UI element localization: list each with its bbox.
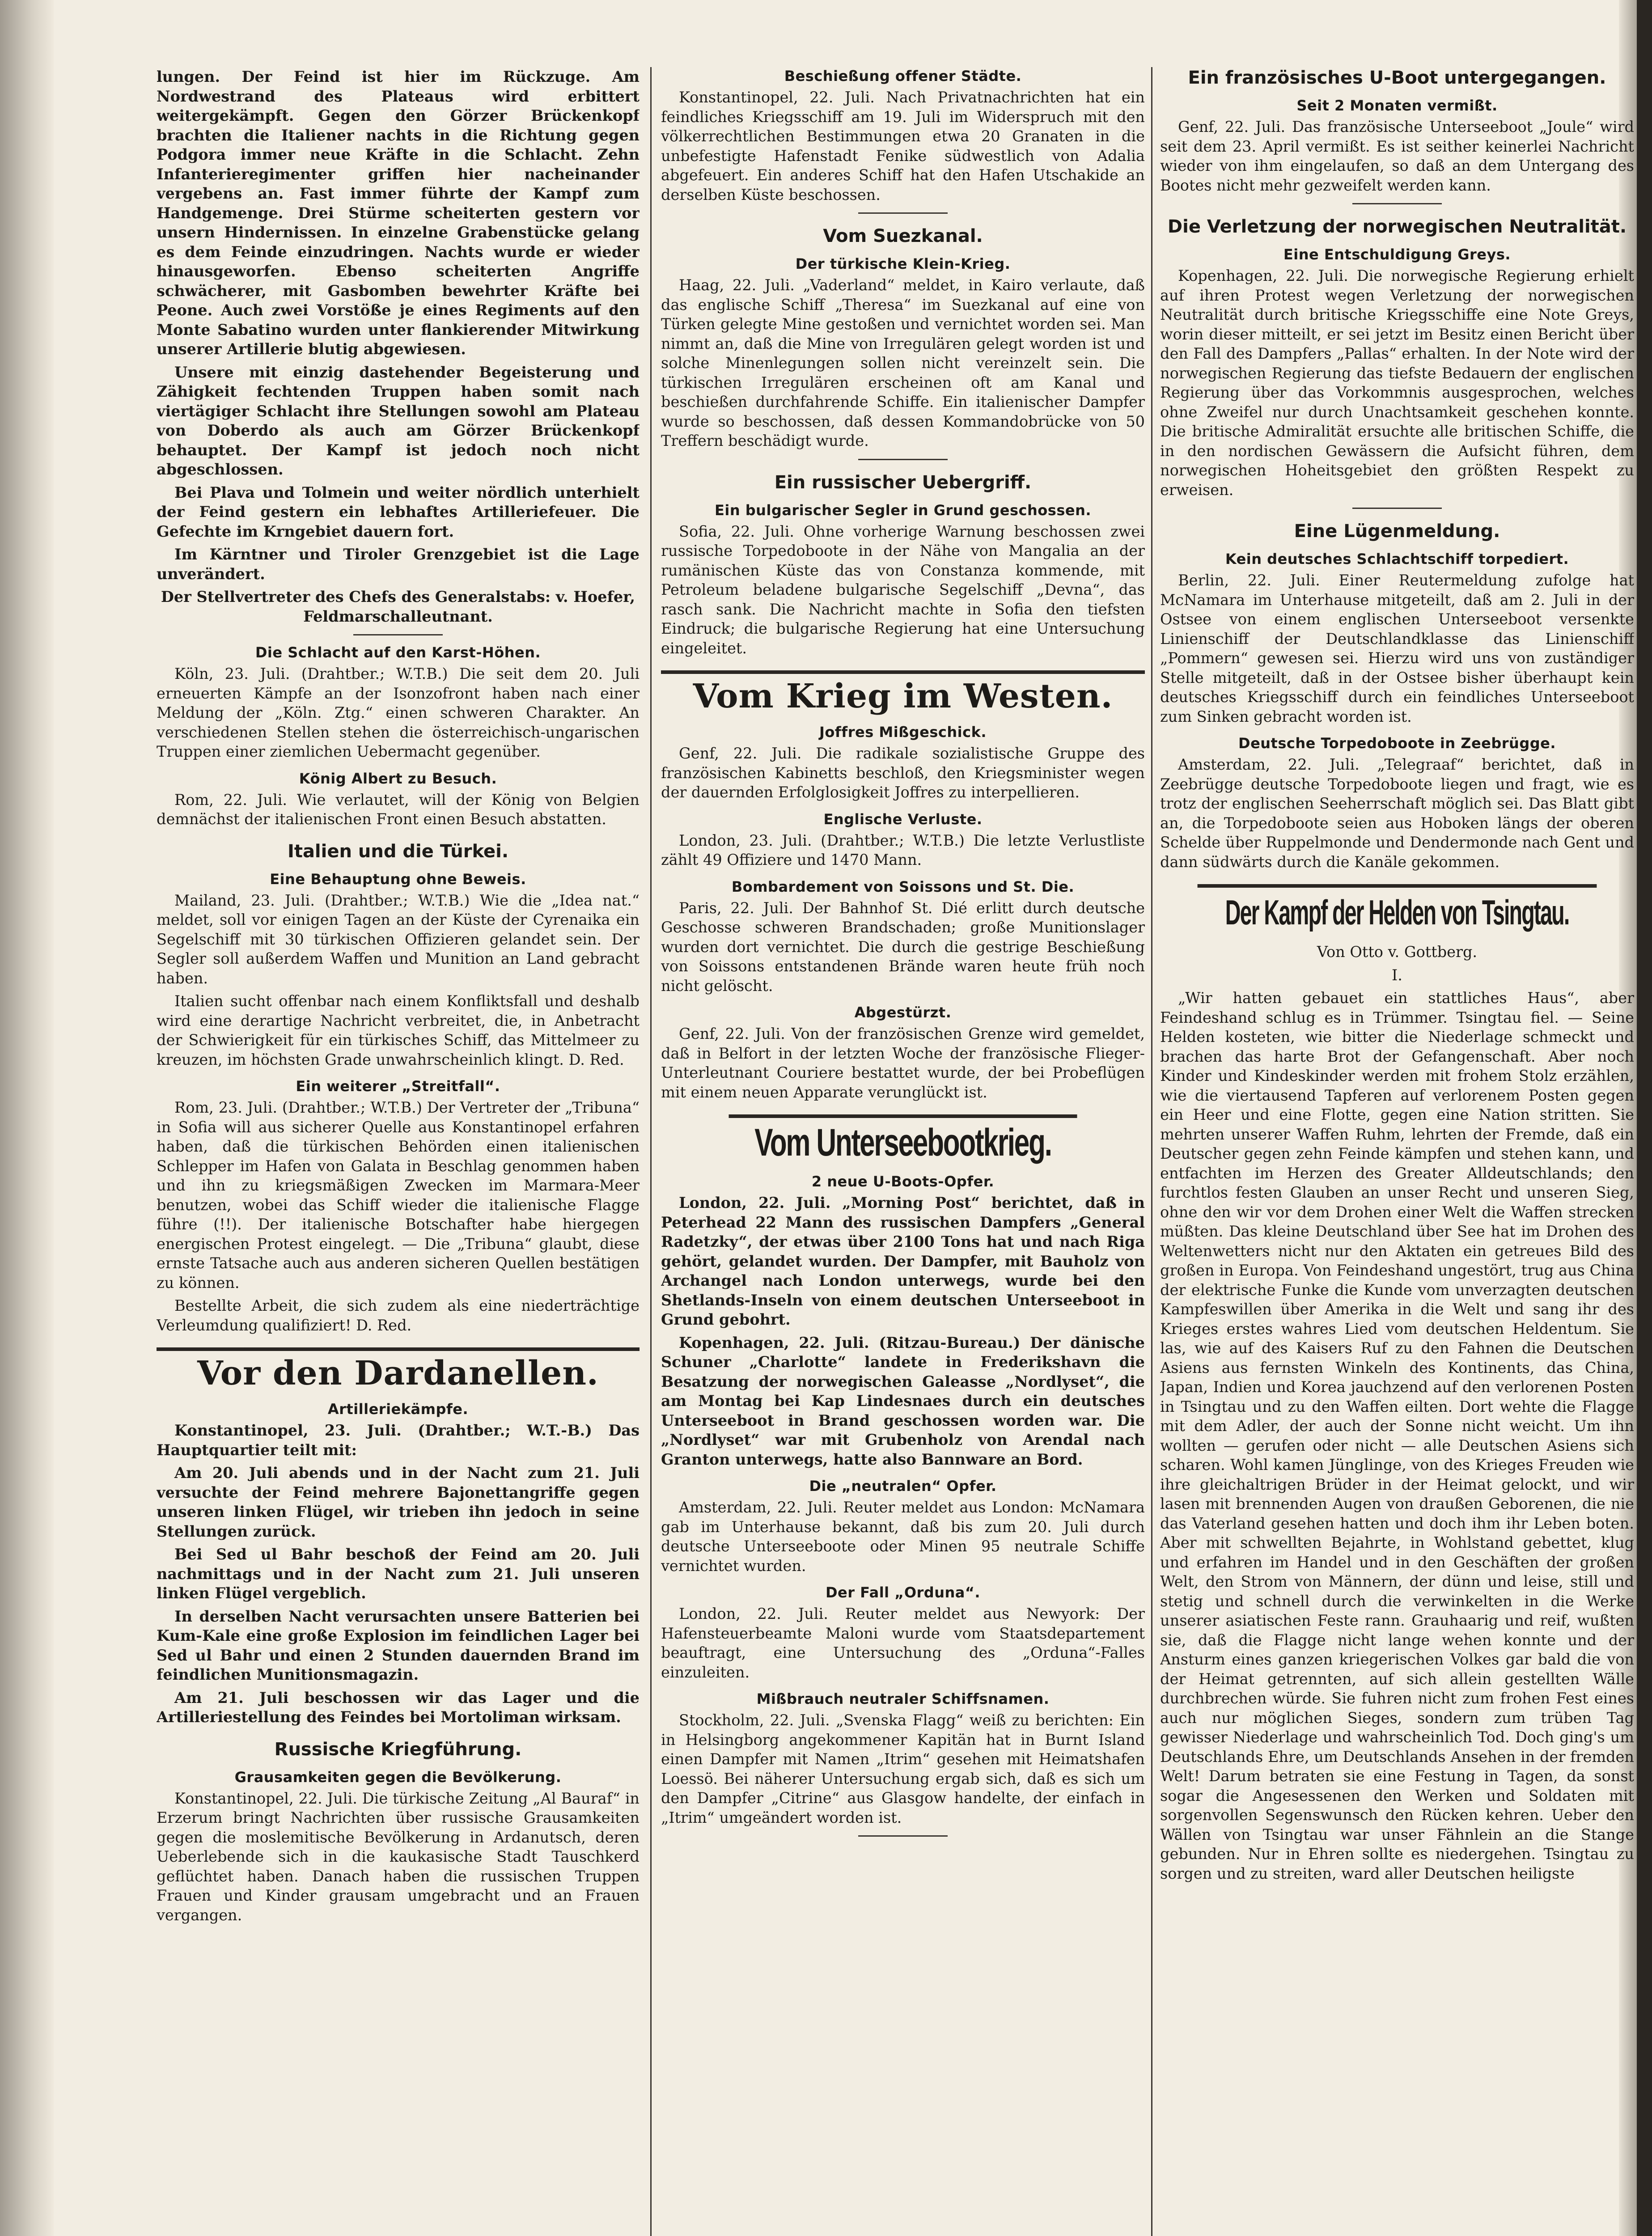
paragraph: Sofia, 22. Juli. Ohne vorherige Warnung beschossen zwei russische Torpedoboote in der Nähe von Mangalia an der rumänischen Küste das von Constanza kommende, mit Petroleum beladene bulgarische Segelschiff „Devna“, das rasch sank. Die Nachricht machte in Sofia den tiefsten Eindruck; die bulgarische Regierung hat eine Untersuchung eingeleitet. [661,522,1145,657]
scan-border [1637,0,1652,2236]
subheading: Der türkische Klein-Krieg. [795,255,1011,272]
paragraph: Genf, 22. Juli. Die radikale sozialistische Gruppe des französischen Kabinetts beschloß, den Kriegsminister wegen der dauernden Erfolglosigkeit Joffres zu interpellieren. [661,745,1145,801]
subheading: Englische Verluste. [823,810,983,828]
signature: Der Stellvertreter des Chefs des Generalstabs: v. Hoefer, Feldmarschalleutnant. [161,588,635,625]
subheading: Ein bulgarischer Segler in Grund geschossen. [715,501,1091,519]
paragraph: Kopenhagen, 22. Juli. (Ritzau-Bureau.) Der dänische Schuner „Charlotte“ landete in Frederikshavn die Besatzung der norwegischen Galeasse „Nordlyset“, die am Montag bei Kap Lindesnaes durch ein deutsches Unterseeboot in Brand geschossen worden war. Die „Nordlyset“ war mit Grubenholz von Arendal nach Granton unterwegs, hatte also Bannware an Bord. [661,1334,1145,1468]
paragraph: Rom, 22. Juli. Wie verlautet, will der König von Belgien demnächst der italienischen Front einen Besuch abstatten. [157,791,640,828]
subheading: Eine Behauptung ohne Beweis. [270,870,526,888]
paragraph: Bei Plava und Tolmein und weiter nördlich unterhielt der Feind gestern ein lebhaftes Artilleriefeuer. Die Gefechte im Krngebiet dauern fort. [157,483,640,540]
subheading: Artilleriekämpfe. [327,1401,469,1418]
subheading: Abgestürzt. [854,1004,952,1021]
section-heading: Ein französisches U-Boot untergegangen. [1188,68,1606,88]
separator [1352,203,1442,204]
paragraph: London, 23. Juli. (Drahtber.; W.T.B.) Die letzte Verlustliste zählt 49 Offiziere und 1470 Mann. [661,831,1145,868]
subheading: Eine Entschuldigung Greys. [1283,246,1511,263]
section-headline: Vor den Dardanellen. [157,1347,640,1392]
column-3 [1160,67,1634,2236]
subheading: Grausamkeiten gegen die Bevölkerung. [234,1768,562,1786]
paragraph: Konstantinopel, 23. Juli. (Drahtber.; W.T.-B.) Das Hauptquartier teilt mit: [157,1422,640,1459]
section-heading: Russische Kriegführung. [274,1739,522,1760]
subheading: Bombardement von Soissons und St. Die. [731,878,1075,895]
paragraph: Unsere mit einzig dastehender Begeisterung und Zähigkeit fechtenden Truppen haben somit nach viertägiger Schlacht ihre Stellungen sowohl am Plateau von Doberdo als auch am Görzer Brückenkopf behauptet. Der Kampf ist jedoch noch nicht abgeschlossen. [157,363,640,478]
column-rule [1151,67,1152,2236]
column-1 [157,67,640,2236]
subheading: Mißbrauch neutraler Schiffsnamen. [756,1690,1050,1707]
paragraph: In derselben Nacht verursachten unsere Batterien bei Kum-Kale eine große Explosion im feindlichen Lager bei Sed ul Bahr und einen 2 Stunden dauernden Brand im feindlichen Munitionsmagazin. [157,1607,640,1683]
subheading: 2 neue U-Boots-Opfer. [811,1173,995,1190]
chapter-number: I. [1392,966,1402,984]
subheading: Ein weiterer „Streitfall“. [296,1078,500,1095]
separator [858,212,948,214]
subheading: Die Schlacht auf den Karst-Höhen. [255,644,541,661]
section-heading: Italien und die Türkei. [287,841,509,862]
section-headline: Der Kampf der Helden von Tsingtau. [1198,884,1597,933]
paragraph: Im Kärntner und Tiroler Grenzgebiet ist die Lage unverändert. [157,546,640,583]
subheading: Seit 2 Monaten vermißt. [1296,97,1498,114]
subheading: Der Fall „Orduna“. [825,1584,981,1601]
paragraph: Amsterdam, 22. Juli. Reuter meldet aus London: McNamara gab im Unterhause bekannt, daß bis zum 20. Juli durch deutsche Unterseeboote oder Minen 95 neutrale Schiffe vernichtet wurden. [661,1499,1145,1575]
separator [353,634,443,635]
paragraph: Amsterdam, 22. Juli. „Telegraaf“ berichtet, daß in Zeebrügge deutsche Torpedoboote liegen und fragt, wie es trotz der englischen Seeherrschaft möglich sei. Das Blatt gibt an, die Torpedoboote seien aus Hoboken längs der oberen Schelde über Ruppelmonde und Dendermonde nach Gent und dann südwärts durch die Kanäle gekommen. [1160,756,1634,871]
subheading: König Albert zu Besuch. [299,770,497,787]
paragraph: Mailand, 23. Juli. (Drahtber.; W.T.B.) Wie die „Idea nat.“ meldet, soll vor einigen Tagen an der Küste der Cyrenaika ein Segelschiff mit 30 türkischen Offizieren gelandet sein. Der Segler soll außerdem Waffen und Munition an Land gebracht haben. [157,891,640,987]
column-2 [661,67,1145,2236]
subheading: Kein deutsches Schlachtschiff torpediert. [1225,551,1569,567]
subheading: Beschießung offener Städte. [784,68,1022,85]
section-headline: Vom Krieg im Westen. [661,670,1145,715]
paragraph: „Wir hatten gebauet ein stattliches Haus“, aber Feindeshand schlug es in Trümmer. Tsingtau fiel. — Seine Helden kosteten, wie bitter die Niederlage schmeckt und brachen das harte Brot der Gefangenschaft. Aber noch Kinder und Kindeskinder werden mit frohem Stolz erzählen, wie die viertausend Tapferen auf verlorenem Posten gegen ein Heer und eine Flotte, gegen eine Nation stritten. Sie mehrten unserer Waffen Ruhm, lehrten der Fremde, daß ein Deutscher gegen zehn Feinde kämpfen und stehen kann, und entfachten im Herzen des Greater Alldeutschlands; den furchtlos festen Glauben an unser Recht und unseren Sieg, ohne den wir vor dem Drohen einer Welt die Waffen strecken müßten. Das kleine Deutschland über See hat im Drohen des Weltenwetters nicht nur den Aktaten ein getreues Bild des großen in Europa. Von Feindeshand ungestört, trug aus China der elektrische Funke die Kunde vom unverzagten deutschen Kampfeswillen über Amerika in die Welt und sang ihr des Krieges erstes wahres Lied vom deutschen Heldentum. Sie las, wie auf des Kaisers Ruf zu den Fahnen die Deutschen Asiens aus fernsten Winkeln des Kontinents, das China, Japan, Indien und Korea jauchzend auf den verlorenen Posten in Tsingtau und zu den Waffen eilten. Dort wehte die Flagge mit dem Adler, der auch der Sonne nicht weicht. Um ihn wollten — gerufen oder nicht — alle Deutschen Asiens sich scharen. Wohl kamen Jünglinge, von des Krieges Freuden wie ihre gleichaltrigen Brüder in der Heimat gelockt, und wir lasen mit brennenden Augen von draußen Geborenen, die nie das Vaterland gesehen hatten und doch ihm ihr Leben boten. Aber mit schwellten Bejahrte, in Wohlstand gebettet, klug und erfahren im Handel und in den Geschäften der großen Welt, den Strom von Männern, der dünn und leise, still und stetig und schnell durch die verwinkelten in die Werke unserer asiatischen Feste rann. Grauhaarig und reif, wußten sie, daß die Flagge nicht lange wehen konnte und der Ansturm eines ganzen kriegerischen Volkes gar bald die von der Heimat getrennten, auf sich allein gestellten Wälle durchbrechen würde. Sie fuhren nicht zum frohen Fest eines auch nur möglichen Sieges, sondern zum trüben Tag gewisser Niederlage und wahrscheinlich Tod. Doch ging's um Deutschlands Ehre, um Deutschlands Ansehen in der fremden Welt! Darum betraten sie eine Festung in Tagen, da sonst sogar die Angesessenen den Werken und Soldaten mit sorgenvollen Segenswunsch den Rücken kehren. Ueber den Wällen von Tsingtau war unser Fähnlein an die Stange gebunden. Nur in Ehren sollte es niedergehen. Tsingtau zu sorgen und zu streiten, ward aller Deutschen heiligste [1160,989,1634,1882]
paragraph: London, 22. Juli. Reuter meldet aus Newyork: Der Hafensteuerbeamte Maloni wurde vom Staatsdepartement beauftragt, eine Untersuchung des „Orduna“-Falles einzuleiten. [661,1605,1145,1681]
section-heading: Ein russischer Uebergriff. [774,472,1032,493]
section-heading: Eine Lügenmeldung. [1294,521,1500,542]
paragraph: Italien sucht offenbar nach einem Konfliktsfall und deshalb wird eine derartige Nachricht verbreitet, die, in Anbetracht der Schwierigkeit für ein türkisches Schiff, das Mittelmeer zu kreuzen, im höchsten Grade unwahrscheinlich klingt. D. Red. [157,992,640,1068]
paragraph: Bei Sed ul Bahr beschoß der Feind am 20. Juli nachmittags und in der Nacht zum 21. Juli unseren linken Flügel vergeblich. [157,1546,640,1602]
paragraph: Am 21. Juli beschossen wir das Lager und die Artilleriestellung des Feindes bei Mortoliman wirksam. [157,1689,640,1726]
byline: Von Otto v. Gottberg. [1317,943,1478,961]
paragraph: Berlin, 22. Juli. Einer Reutermeldung zufolge hat McNamara im Unterhause mitgeteilt, daß am 2. Juli in der Ostsee von einem englischen Unterseeboot versenkte Linienschiff der Deutschlandklasse das Linienschiff „Pommern“ gewesen sei. Hierzu wird uns von zuständiger Stelle mitgeteilt, daß in der Ostsee bisher überhaupt kein deutsches Kriegsschiff durch ein feindliches Unterseeboot zum Sinken gebracht worden ist. [1160,572,1634,725]
separator [1352,508,1442,509]
paragraph: Genf, 22. Juli. Von der französischen Grenze wird gemeldet, daß in Belfort in der letzten Woche der französische Flieger-Unterleutnant Couriere bestattet wurde, der bei Probeflügen mit einem neuen Apparate verunglückt ist. [661,1025,1145,1101]
paragraph: Stockholm, 22. Juli. „Svenska Flagg“ weiß zu berichten: Ein in Helsingborg angekommener Kapitän hat in Burnt Island einen Dampfer mit Namen „Itrim“ gesehen mit Heimatshafen Loessö. Bei näherer Untersuchung ergab sich, daß es sich um den Dampfer „Citrine“ aus Glasgow handelte, der einfach in „Itrim“ umgeändert worden ist. [661,1711,1145,1826]
paragraph: lungen. Der Feind ist hier im Rückzuge. Am Nordwestrand des Plateaus wird erbittert weitergekämpft. Gegen den Görzer Brückenkopf brachten die Italiener nachts in die Richtung gegen Podgora immer neue Kräfte in die Schlacht. Zehn Infanterieregimenter griffen hier nacheinander vergebens an. Fast immer führte der Kampf zum Handgemenge. Drei Stürme scheiterten gestern vor unsern Hindernissen. In einzelne Grabenstücke gelang es dem Feinde einzudringen. Nachts wurde er wieder hinausgeworfen. Ebenso scheiterten Angriffe schwächerer, mit Gasbomben bewehrter Kräfte bei Peone. Auch zwei Vorstöße je eines Regiments auf den Monte Sabatino wurden unter flankierender Mitwirkung unserer Artillerie blutig abgewiesen. [157,68,640,358]
paragraph: Rom, 23. Juli. (Drahtber.; W.T.B.) Der Vertreter der „Tribuna“ in Sofia will aus sicherer Quelle aus Konstantinopel erfahren haben, daß die türkischen Behörden einen italienischen Schlepper im Hafen von Galata in Beschlag genommen haben und ihn zu kriegsmäßigen Zwecken im Marmara-Meer benutzen, wobei das Schiff wieder die italienische Flagge führe (!!). Der italienische Botschafter habe hiergegen energischen Protest eingelegt. — Die „Tribuna“ glaubt, diese ernste Tatsache auch aus anderen sicheren Quellen bestätigen zu können. [157,1099,640,1292]
paragraph: Am 20. Juli abends und in der Nacht zum 21. Juli versuchte der Feind mehrere Bajonettangriffe gegen unseren linken Flügel, wir trieben ihn jedoch in seine Stellungen zurück. [157,1464,640,1540]
paragraph: Haag, 22. Juli. „Vaderland“ meldet, in Kairo verlaute, daß das englische Schiff „Theresa“ im Suezkanal auf eine von Türken gelegte Mine gestoßen und vernichtet worden sei. Man nimmt an, daß die Mine von Irregulären gelegt worden ist und solche Minenlegungen sollen nicht vereinzelt sein. Die türkischen Irregulären erscheinen oft am Kanal und beschießen durchfahrende Schiffe. Ein italienischer Dampfer wurde so beschossen, daß dessen Kommandobrücke von 50 Treffern beschädigt wurde. [661,276,1145,449]
column-rule [650,67,652,2236]
section-headline: Vom Unterseebootkrieg. [729,1114,1077,1164]
page-binding-shadow [0,0,54,2236]
paragraph: Konstantinopel, 22. Juli. Die türkische Zeitung „Al Bauraf“ in Erzerum bringt Nachrichten über russische Grausamkeiten gegen die moslemitische Bevölkerung in Ardanutsch, deren Ueberlebende sich in die kaukasische Stadt Tauschkerd geflüchtet haben. Danach haben die russischen Truppen Frauen und Kinder grausam umgebracht und an Frauen vergangen. [157,1789,640,1924]
separator [858,459,948,460]
paragraph: Konstantinopel, 22. Juli. Nach Privatnachrichten hat ein feindliches Kriegsschiff am 19. Juli im Widerspruch mit den völkerrechtlichen Bestimmungen etwa 20 Granaten in die unbefestigte Hafenstadt Fenike südwestlich von Adalia abgefeuert. Ein anderes Schiff hat den Hafen Utschakide an derselben Küste beschossen. [661,89,1145,203]
section-heading: Vom Suezkanal. [823,226,983,246]
paragraph: Paris, 22. Juli. Der Bahnhof St. Dié erlitt durch deutsche Geschosse schweren Brandschaden; große Munitionslager wurden dort vernichtet. Die durch die gestrige Beschießung von Soissons entstandenen Brände waren heute früh noch nicht gelöscht. [661,899,1145,995]
paragraph: Genf, 22. Juli. Das französische Unterseeboot „Joule“ wird seit dem 23. April vermißt. Es ist seither keinerlei Nachricht wieder von ihm eingelaufen, so daß an dem Untergang des Bootes nicht mehr gezweifelt werden kann. [1160,118,1634,194]
separator [858,1835,948,1837]
paragraph: Köln, 23. Juli. (Drahtber.; W.T.B.) Die seit dem 20. Juli erneuerten Kämpfe an der Isonzofront haben nach einer Meldung der „Köln. Ztg.“ einen schweren Charakter. An verschiedenen Stellen stehen die österreichisch-ungarischen Truppen einer ziemlichen Uebermacht gegenüber. [157,665,640,760]
section-heading: Die Verletzung der norwegischen Neutralität. [1167,216,1627,237]
subheading: Joffres Mißgeschick. [819,724,987,741]
paragraph: Bestellte Arbeit, die sich zudem als eine niederträchtige Verleumdung qualifiziert! D. Red. [157,1297,640,1334]
paragraph: Kopenhagen, 22. Juli. Die norwegische Regierung erhielt auf ihren Protest wegen Verletzung der norwegischen Neutralität durch britische Kriegsschiffe eine Note Greys, worin dieser mitteilt, er sei jetzt im Besitz einen Bericht über den Fall des Dampfers „Pallas“ erhalten. In der Note wird der norwegischen Regierung das tiefste Bedauern der englischen Regierung über das Vorkommnis ausgesprochen, welches ohne Zweifel nur durch Unachtsamkeit geschehen konnte. Die britische Admiralität ersuchte alle britischen Schiffe, die in den nordischen Gewässern die Aufsicht führen, dem norwegischen Hoheitsgebiet den größten Respekt zu erweisen. [1160,267,1634,499]
subheading: Deutsche Torpedoboote in Zeebrügge. [1238,735,1556,752]
subheading: Die „neutralen“ Opfer. [809,1478,997,1495]
paragraph: London, 22. Juli. „Morning Post“ berichtet, daß in Peterhead 22 Mann des russischen Dampfers „General Radetzky“, der etwas über 2100 Tons hat und nach Riga gehört, gelandet wurden. Der Dampfer, mit Bauholz von Archangel nach London unterwegs, wurde bei den Shetlands-Inseln von einem deutschen Unterseeboot in Grund gebohrt. [661,1194,1145,1328]
